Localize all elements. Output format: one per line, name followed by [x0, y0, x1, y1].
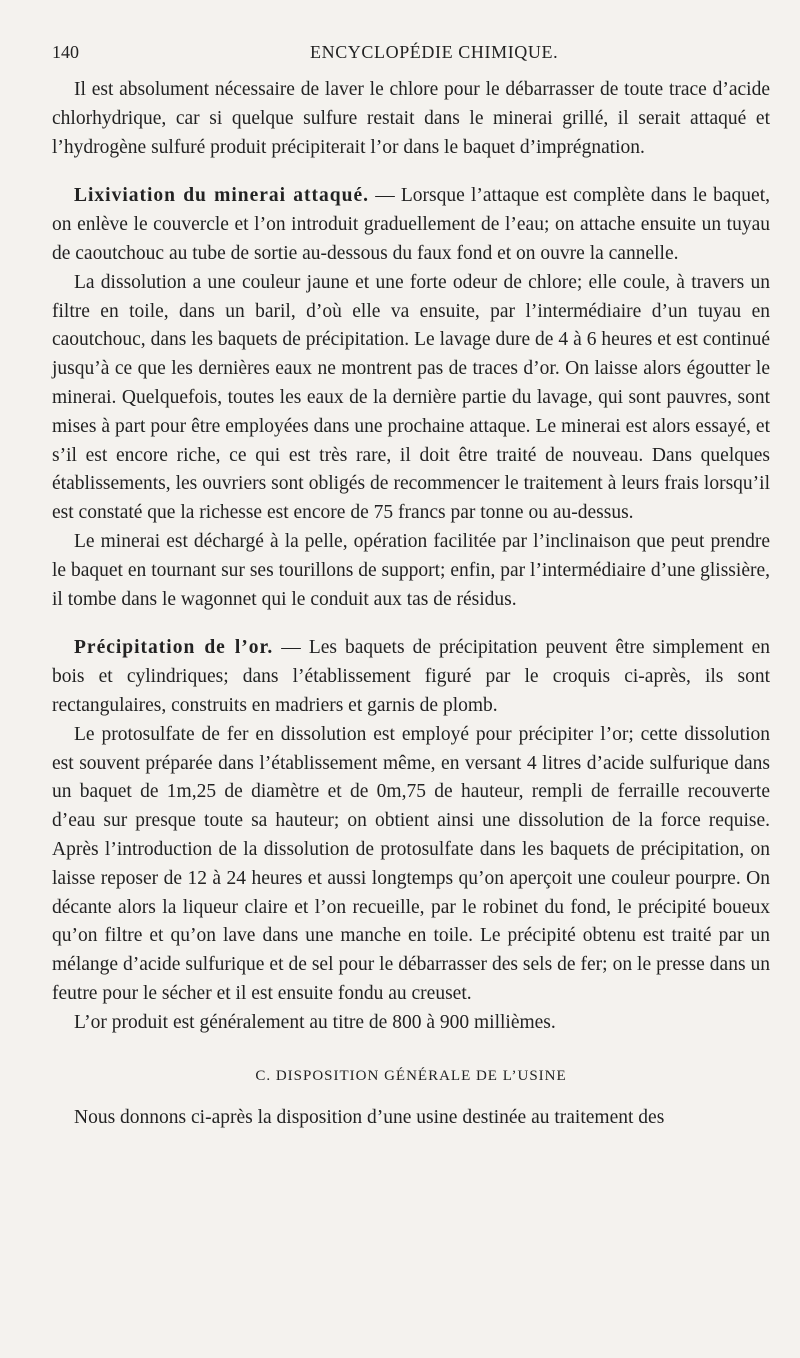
precipitation-paragraph-1	[52, 634, 770, 720]
precipitation-paragraph-1-text: — Les baquets de précipitation peuvent être simplement en bois et cylindriques; dans l’établissement figuré par le croquis ci-après, ils sont rectangulaires, construits en madriers et garnis de plomb.	[52, 637, 770, 716]
precipitation-heading: Précipitation de l’or.	[74, 637, 274, 659]
precipitation-section	[52, 634, 770, 1037]
lixiviation-paragraph-1-text: — Lorsque l’attaque est complète dans le baquet, on enlève le couvercle et l’on introduit graduellement de l’eau; on attache ensuite un tuyau de caoutchouc au tube de sortie au-dessous du faux fond et on ouvre la cannelle.	[52, 185, 770, 264]
page-number: 140	[52, 42, 79, 62]
disposition-heading: C. DISPOSITION GÉNÉRALE DE L’USINE	[255, 1067, 567, 1084]
document-page	[52, 40, 770, 1340]
lixiviation-paragraph-3: Le minerai est déchargé à la pelle, opération facilitée par l’inclinaison que peut prendre le baquet en tournant sur ses tourillons de support; enfin, par l’intermédiaire d’une glissière, il tombe dans le wagonnet qui le conduit aux tas de résidus.	[52, 530, 770, 610]
disposition-paragraph-1: Nous donnons ci-après la disposition d’une usine destinée au traitement des	[74, 1107, 665, 1129]
precipitation-paragraph-3: L’or produit est généralement au titre de 800 à 900 millièmes.	[74, 1011, 556, 1033]
lixiviation-section	[52, 182, 770, 614]
precipitation-paragraph-2: Le protosulfate de fer en dissolution est employé pour précipiter l’or; cette dissolution est souvent préparée dans l’établissement même, en versant 4 litres d’acide sulfurique dans un baquet de 1m,25 de diamètre et de 0m,75 de hauteur, rempli de ferraille recouverte d’eau sur presque toute sa hauteur; on obtient ainsi une dissolution de la force requise. Après l’introduction de la dissolution de protosulfate dans les baquets de précipitation, on laisse reposer de 12 à 24 heures et aussi longtemps qu’on aperçoit une couleur pourpre. On décante alors la liqueur claire et l’on recueille, par le robinet du fond, le précipité boueux qu’on filtre et qu’on lave dans une manche en toile. Le précipité obtenu est traité par un mélange d’acide sulfurique et de sel pour le débarrasser des sels de fer; on le presse dans un feutre pour le sécher et il est ensuite fondu au creuset.	[52, 723, 770, 1004]
page-header	[52, 40, 770, 76]
lixiviation-paragraph-1	[52, 182, 770, 268]
running-title: ENCYCLOPÉDIE CHIMIQUE.	[310, 42, 559, 62]
lixiviation-paragraph-2: La dissolution a une couleur jaune et une forte odeur de chlore; elle coule, à travers un filtre en toile, dans un baril, d’où elle va ensuite, par l’intermédiaire d’un tuyau en caoutchouc, dans les baquets de précipitation. Le lavage dure de 4 à 6 heures et est continué jusqu’à ce que les dernières eaux ne montrent pas de traces d’or. On laisse alors égoutter le minerai. Quelquefois, toutes les eaux de la dernière partie du lavage, qui sont pauvres, sont mises à part pour être employées dans une prochaine attaque. Le minerai est alors essayé, et s’il est encore riche, ce qui est très rare, il doit être traité de nouveau. Dans quelques établissements, les ouvriers sont obligés de recommencer le traitement à leurs frais lorsqu’il est constaté que la richesse est encore de 75 francs par tonne ou au-dessus.	[52, 271, 770, 524]
lixiviation-heading: Lixiviation du minerai attaqué.	[74, 185, 369, 207]
intro-paragraph: Il est absolument nécessaire de laver le chlore pour le débarrasser de toute trace d’acide chlorhydrique, car si quelque sulfure restait dans le minerai grillé, il serait attaqué et l’hydrogène sulfuré produit précipiterait l’or dans le baquet d’imprégnation.	[52, 79, 770, 158]
